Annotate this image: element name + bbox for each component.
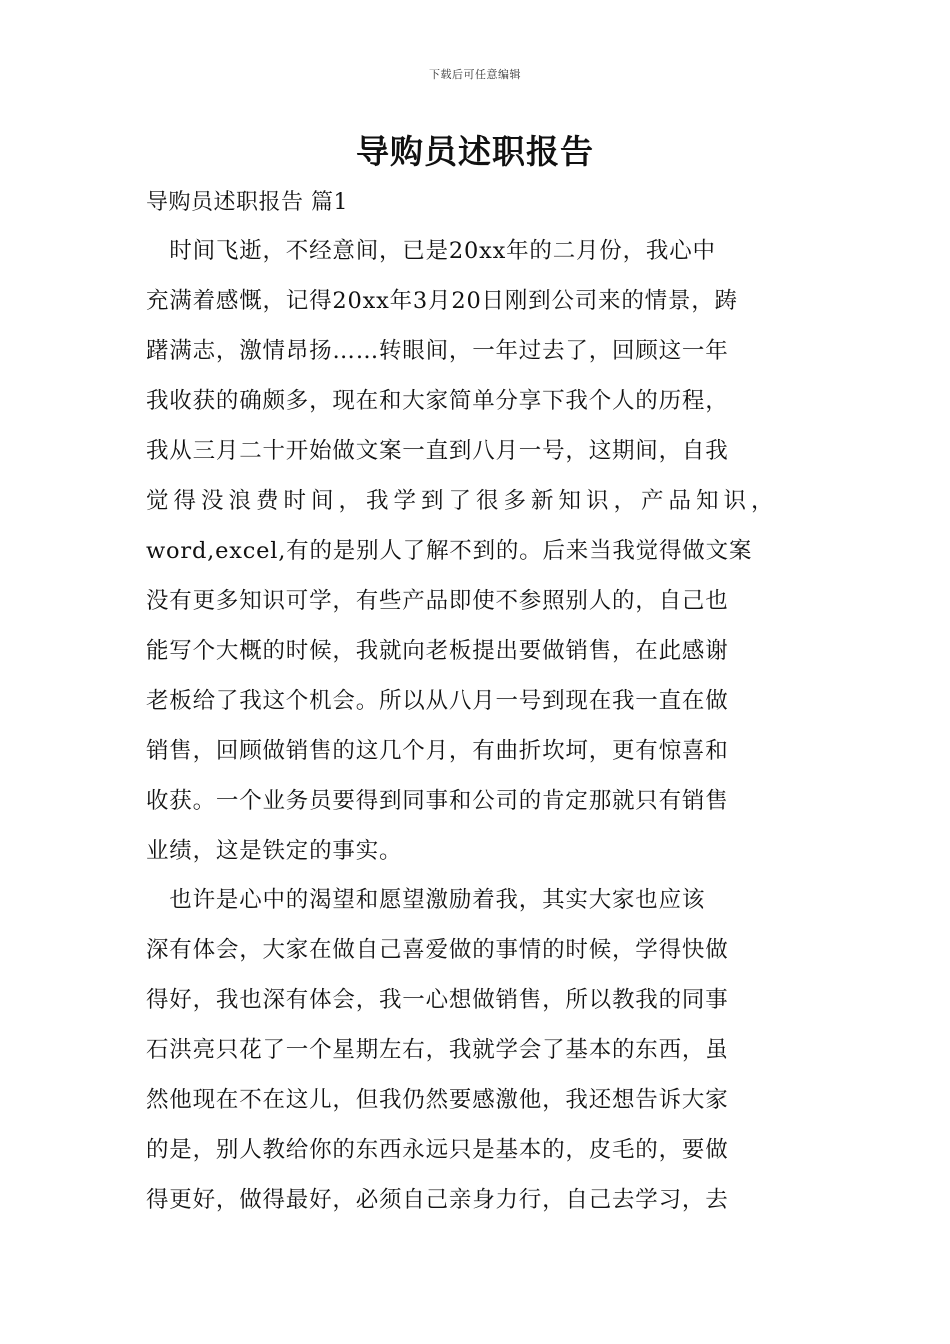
paragraph-line: 然他现在不在这儿，但我仍然要感激他，我还想告诉大家 [146,1087,729,1113]
paragraph-line: 也许是心中的渴望和愿望激励着我，其实大家也应该 [146,887,706,913]
paragraph-line: 业绩，这是铁定的事实。 [146,838,403,864]
header-note: 下载后可任意编辑 [429,68,521,81]
paragraph-line: 我从三月二十开始做文案一直到八月一号，这期间，自我 [146,438,729,464]
paragraph-line: 躇满志，激情昂扬……转眼间，一年过去了，回顾这一年 [146,338,729,364]
section-subtitle: 导购员述职报告 篇1 [146,190,348,215]
paragraph-line: 能写个大概的时候，我就向老板提出要做销售，在此感谢 [146,638,729,664]
paragraph-line: 时间飞逝，不经意间，已是20xx年的二月份，我心中 [146,238,716,264]
paragraph-line: 没有更多知识可学，有些产品即使不参照别人的，自己也 [146,588,729,614]
paragraph-line: 我收获的确颇多，现在和大家简单分享下我个人的历程， [146,388,729,414]
paragraph-line: 的是，别人教给你的东西永远只是基本的，皮毛的，要做 [146,1137,729,1163]
paragraph-line: 深有体会，大家在做自己喜爱做的事情的时候，学得快做 [146,937,729,963]
paragraph-line: 收获。一个业务员要得到同事和公司的肯定那就只有销售 [146,788,729,814]
paragraph-line: 充满着感慨，记得20xx年3月20日刚到公司来的情景，踌 [146,288,738,314]
paragraph-line: 得更好，做得最好，必须自己亲身力行，自己去学习，去 [146,1187,729,1213]
paragraph-line: 觉得没浪费时间，我学到了很多新知识，产品知识， [146,488,779,514]
document-title: 导购员述职报告 [356,132,594,171]
paragraph-line: 老板给了我这个机会。所以从八月一号到现在我一直在做 [146,688,729,714]
paragraph-line: 销售，回顾做销售的这几个月，有曲折坎坷，更有惊喜和 [146,738,729,764]
paragraph-line: 得好，我也深有体会，我一心想做销售，所以教我的同事 [146,987,729,1013]
paragraph-line: 石洪亮只花了一个星期左右，我就学会了基本的东西，虽 [146,1037,729,1063]
paragraph-line: word,excel,有的是别人了解不到的。后来当我觉得做文案 [146,538,753,564]
